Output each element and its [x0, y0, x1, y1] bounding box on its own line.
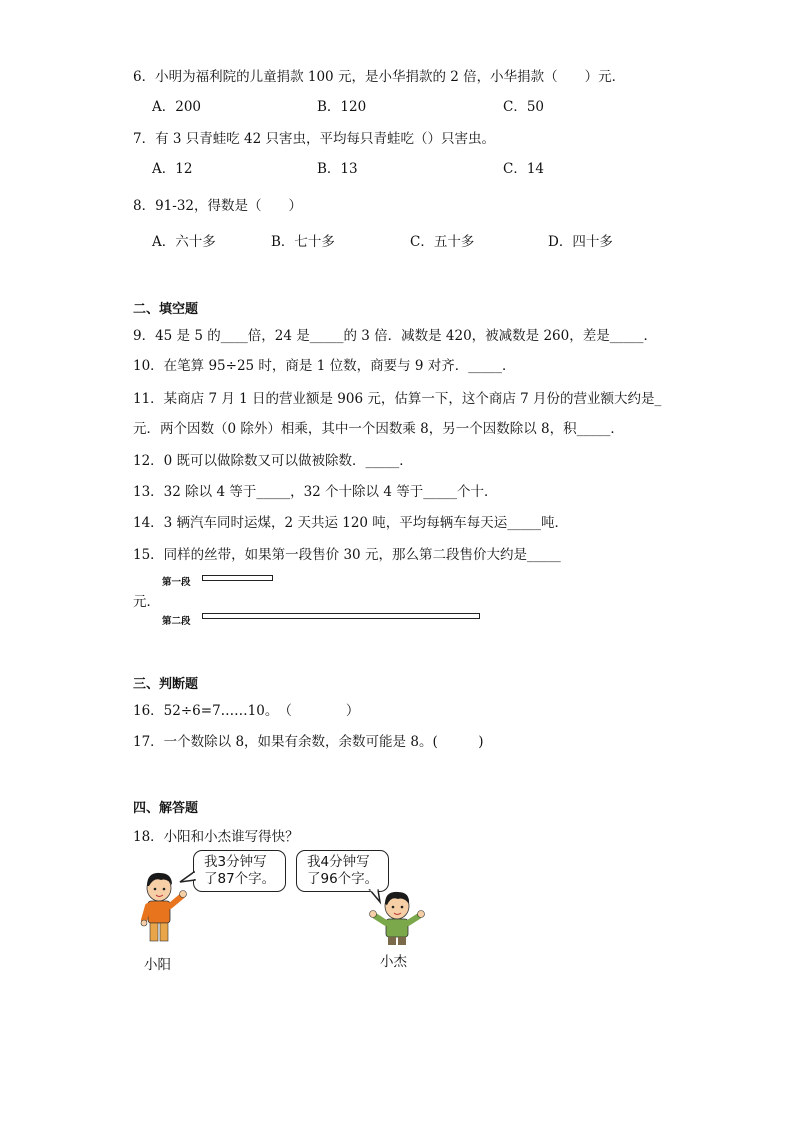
q8-option-a[interactable]: A．六十多 [152, 234, 216, 250]
question-15-stem: 15．同样的丝带，如果第一段售价 30 元，那么第二段售价大约是_____ [133, 547, 561, 563]
name-label-xiaoyang: 小阳 [144, 957, 171, 973]
question-11-line-1: 11．某商店 7 月 1 日的营业额是 906 元，估算一下，这个商店 7 月份的营业额大约是_ [133, 391, 662, 407]
section-2-title: 二、填空题 [133, 302, 199, 317]
segment-1-label: 第一段 [162, 577, 191, 588]
question-13: 13．32 除以 4 等于_____，32 个十除以 4 等于_____个十． [133, 484, 498, 500]
question-14: 14．3 辆汽车同时运煤，2 天共运 120 吨，平均每辆车每天运_____吨． [133, 515, 569, 531]
question-7-stem: 7．有 3 只青蛙吃 42 只害虫，平均每只青蛙吃（）只害虫。 [133, 131, 496, 147]
section-3-title: 三、判断题 [133, 677, 199, 692]
q6-option-b[interactable]: B．120 [317, 99, 367, 115]
question-6-stem: 6．小明为福利院的儿童捐款 100 元，是小华捐款的 2 倍，小华捐款（ ）元． [133, 69, 626, 85]
q7-option-b[interactable]: B．13 [317, 161, 358, 177]
question-8-stem: 8．91-32，得数是（ ） [133, 198, 303, 214]
q7-option-a[interactable]: A．12 [152, 161, 193, 177]
segment-2-label: 第二段 [162, 616, 191, 627]
speech-bubble-right: 我4分钟写 了96个字。 [296, 850, 389, 892]
question-17: 17．一个数除以 8，如果有余数，余数可能是 8。( ) [133, 734, 484, 750]
question-9: 9．45 是 5 的____倍，24 是_____的 3 倍．减数是 420，被减数是 260，差是_____． [133, 328, 657, 344]
q8-option-c[interactable]: C．五十多 [410, 234, 475, 250]
question-10: 10．在笔算 95÷25 时，商是 1 位数，商要与 9 对齐．_____． [133, 358, 516, 374]
boy-xiaoyang-illustration [137, 868, 191, 944]
question-11-line-2: 元．两个因数（0 除外）相乘，其中一个因数乘 8，另一个因数除以 8，积_____． [133, 421, 624, 437]
segment-1-bar [202, 575, 273, 581]
section-4-title: 四、解答题 [133, 801, 199, 816]
question-16: 16．52÷6=7……10。 （ ） [133, 703, 360, 719]
question-15-unit: 元． [133, 594, 160, 610]
q6-option-a[interactable]: A．200 [152, 99, 202, 115]
question-18-stem: 18．小阳和小杰谁写得快？ [133, 829, 299, 845]
q8-option-d[interactable]: D．四十多 [548, 234, 613, 250]
boy-xiaojie-illustration [368, 888, 426, 946]
speech-bubble-left: 我3分钟写 了87个字。 [193, 850, 286, 892]
segment-2-bar [202, 613, 480, 619]
q7-option-c[interactable]: C．14 [503, 161, 545, 177]
question-12: 12．0 既可以做除数又可以做被除数．_____． [133, 453, 413, 469]
name-label-xiaojie: 小杰 [380, 954, 407, 970]
q8-option-b[interactable]: B．七十多 [271, 234, 335, 250]
q6-option-c[interactable]: C．50 [503, 99, 545, 115]
